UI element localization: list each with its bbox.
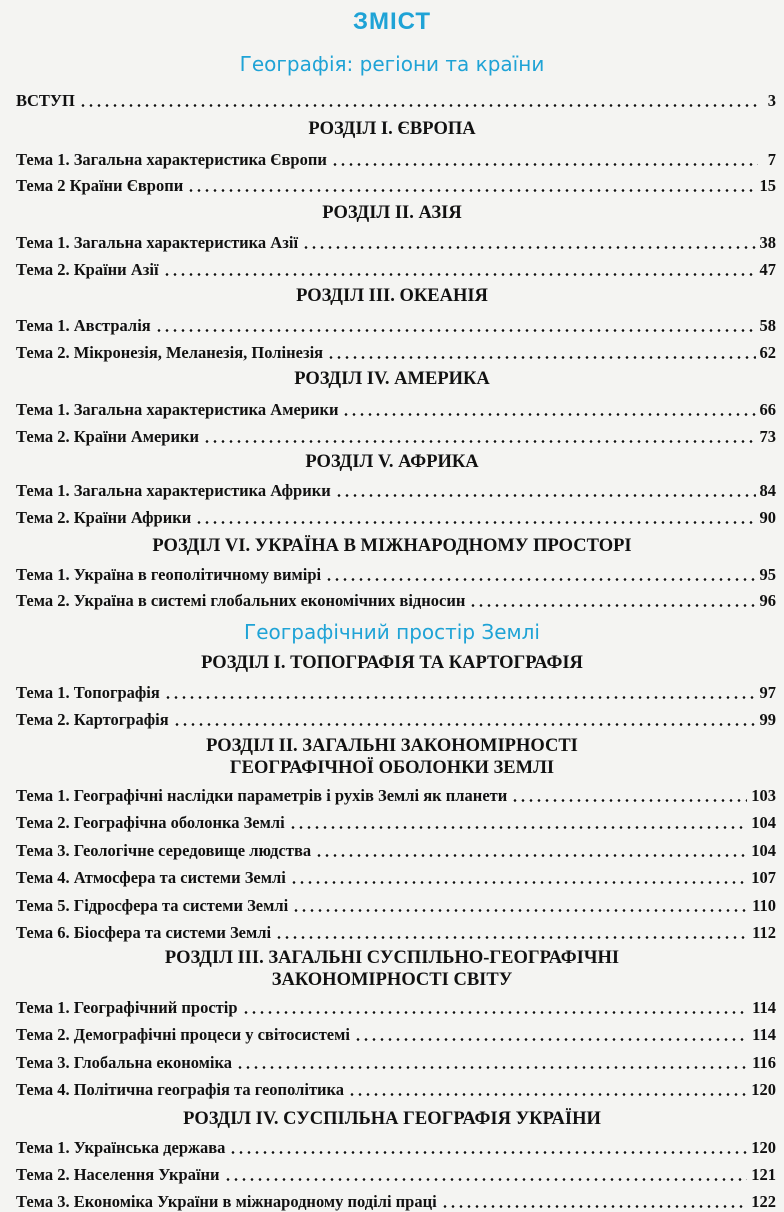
toc-entry[interactable] bbox=[16, 504, 776, 528]
entry-label: Тема 2. Мікронезія, Меланезія, Полінезія bbox=[16, 343, 324, 362]
section-heading bbox=[0, 947, 784, 991]
entry-label: Тема 4. Політична географія та геополітика bbox=[16, 1080, 345, 1099]
section-heading bbox=[0, 735, 784, 779]
toc-entry[interactable] bbox=[16, 256, 776, 280]
entry-page-number: 104 bbox=[751, 813, 776, 832]
entry-page-number: 95 bbox=[759, 565, 776, 584]
section-heading-line: РОЗДІЛ IV. СУСПІЛЬНА ГЕОГРАФІЯ УКРАЇНИ bbox=[183, 1109, 601, 1129]
dot-leader bbox=[469, 604, 755, 607]
dot-leader bbox=[242, 1011, 749, 1014]
entry-page-number: 3 bbox=[767, 91, 776, 110]
entry-label: Тема 1. Україна в геополітичному вимірі bbox=[16, 565, 322, 584]
entry-page-number: 110 bbox=[752, 896, 776, 915]
section-heading bbox=[0, 535, 784, 557]
entry-label: Тема 2. Населення України bbox=[16, 1165, 220, 1184]
section-heading-line: РОЗДІЛ ІІІ. ОКЕАНІЯ bbox=[296, 286, 488, 306]
toc-entry[interactable] bbox=[16, 396, 776, 420]
toc-entry[interactable] bbox=[16, 146, 776, 170]
entry-page-number: 58 bbox=[759, 316, 776, 335]
dot-leader bbox=[290, 881, 747, 884]
entry-label: Тема 2. Країни Африки bbox=[16, 508, 192, 527]
entry-page-number: 38 bbox=[759, 233, 776, 252]
toc-entry[interactable] bbox=[16, 1076, 776, 1100]
section-heading bbox=[0, 652, 784, 674]
section-heading-line: РОЗДІЛ І. ТОПОГРАФІЯ ТА КАРТОГРАФІЯ bbox=[201, 653, 583, 673]
dot-leader bbox=[164, 696, 756, 699]
dot-leader bbox=[173, 723, 756, 726]
toc-entry[interactable] bbox=[16, 782, 776, 806]
entry-label: Тема 2. Країни Азії bbox=[16, 260, 159, 279]
dot-leader bbox=[275, 936, 748, 939]
entry-label: Тема 2. Україна в системі глобальних економічних відносин bbox=[16, 591, 466, 610]
entry-page-number: 122 bbox=[751, 1192, 776, 1211]
section-heading bbox=[0, 202, 784, 224]
toc-entry[interactable] bbox=[16, 1134, 776, 1158]
dot-leader bbox=[342, 413, 755, 416]
toc-entry[interactable] bbox=[16, 587, 776, 611]
page-title: ЗМІСТ bbox=[352, 8, 432, 35]
section-heading bbox=[0, 368, 784, 390]
toc-entry[interactable] bbox=[16, 312, 776, 336]
entry-page-number: 120 bbox=[751, 1138, 776, 1157]
entry-page-number: 47 bbox=[759, 260, 776, 279]
section-heading-line: РОЗДІЛ ІІ. АЗІЯ bbox=[322, 203, 462, 223]
part-title: Географічний простір Землі bbox=[244, 620, 540, 644]
entry-label: Тема 1. Географічний простір bbox=[16, 998, 238, 1017]
section-heading-line: РОЗДІЛ IV. АМЕРИКА bbox=[294, 369, 490, 389]
toc-entry[interactable] bbox=[16, 172, 776, 196]
entry-label: Тема 5. Гідросфера та системи Землі bbox=[16, 896, 289, 915]
dot-leader bbox=[187, 189, 755, 192]
section-heading-line: ЗАКОНОМІРНОСТІ СВІТУ bbox=[271, 970, 513, 990]
entry-page-number: 116 bbox=[752, 1053, 776, 1072]
entry-label: Тема 6. Біосфера та системи Землі bbox=[16, 923, 272, 942]
toc-entry[interactable] bbox=[16, 1021, 776, 1045]
section-heading bbox=[0, 118, 784, 140]
dot-leader bbox=[327, 356, 755, 359]
toc-entry[interactable] bbox=[16, 892, 776, 916]
entry-label: ВСТУП bbox=[16, 91, 75, 110]
entry-page-number: 90 bbox=[759, 508, 776, 527]
entry-page-number: 96 bbox=[759, 591, 776, 610]
entry-page-number: 103 bbox=[751, 786, 776, 805]
toc-entry[interactable] bbox=[16, 919, 776, 943]
entry-label: Тема 2. Демографічні процеси у світосистемі bbox=[16, 1025, 350, 1044]
entry-page-number: 112 bbox=[752, 923, 776, 942]
dot-leader bbox=[441, 1205, 748, 1208]
toc-entry[interactable] bbox=[16, 809, 776, 833]
entry-page-number: 62 bbox=[759, 343, 776, 362]
section-heading bbox=[0, 451, 784, 473]
entry-label: Тема 2. Картографія bbox=[16, 710, 169, 729]
toc-entry[interactable] bbox=[16, 1188, 776, 1212]
dot-leader bbox=[79, 104, 758, 107]
entry-page-number: 107 bbox=[751, 868, 776, 887]
dot-leader bbox=[195, 521, 755, 524]
dot-leader bbox=[163, 273, 756, 276]
entry-page-number: 99 bbox=[759, 710, 776, 729]
entry-label: Тема 3. Економіка України в міжнародному поділі праці bbox=[16, 1192, 437, 1211]
entry-label: Тема 1. Географічні наслідки параметрів і рухів Землі як планети bbox=[16, 786, 508, 805]
dot-leader bbox=[155, 329, 756, 332]
entry-label: Тема 2 Країни Європи bbox=[16, 176, 184, 195]
entry-label: Тема 1. Загальна характеристика Африки bbox=[16, 481, 331, 500]
entry-label: Тема 1. Топографія bbox=[16, 683, 160, 702]
toc-entry[interactable] bbox=[16, 477, 776, 501]
dot-leader bbox=[302, 246, 755, 249]
dot-leader bbox=[335, 494, 756, 497]
section-heading bbox=[0, 1108, 784, 1130]
part-title: Географія: регіони та країни bbox=[239, 52, 545, 76]
dot-leader bbox=[331, 163, 758, 166]
entry-label: Тема 1. Загальна характеристика Європи bbox=[16, 150, 327, 169]
section-heading-line: ГЕОГРАФІЧНОЇ ОБОЛОНКИ ЗЕМЛІ bbox=[229, 758, 555, 778]
entry-label: Тема 3. Глобальна економіка bbox=[16, 1053, 232, 1072]
dot-leader bbox=[203, 440, 756, 443]
entry-page-number: 120 bbox=[751, 1080, 776, 1099]
entry-label: Тема 1. Австралія bbox=[16, 316, 151, 335]
entry-page-number: 97 bbox=[759, 683, 776, 702]
toc-entry[interactable] bbox=[16, 423, 776, 447]
entry-page-number: 15 bbox=[759, 176, 776, 195]
section-heading-line: РОЗДІЛ ІІІ. ЗАГАЛЬНІ СУСПІЛЬНО-ГЕОГРАФІЧНІ bbox=[164, 948, 620, 968]
entry-page-number: 114 bbox=[752, 998, 776, 1017]
dot-leader bbox=[348, 1093, 747, 1096]
dot-leader bbox=[315, 854, 747, 857]
dot-leader bbox=[325, 578, 755, 581]
toc-entry-intro[interactable] bbox=[16, 87, 776, 111]
toc-entry[interactable] bbox=[16, 864, 776, 888]
section-heading-line: РОЗДІЛ І. ЄВРОПА bbox=[308, 119, 476, 139]
section-heading-line: РОЗДІЛ VІ. УКРАЇНА В МІЖНАРОДНОМУ ПРОСТОРІ bbox=[152, 536, 632, 556]
entry-label: Тема 2. Географічна оболонка Землі bbox=[16, 813, 285, 832]
toc-entry[interactable] bbox=[16, 706, 776, 730]
toc-entry[interactable] bbox=[16, 561, 776, 585]
section-heading bbox=[0, 285, 784, 307]
entry-label: Тема 4. Атмосфера та системи Землі bbox=[16, 868, 286, 887]
entry-label: Тема 1. Загальна характеристика Азії bbox=[16, 233, 299, 252]
entry-page-number: 73 bbox=[759, 427, 776, 446]
dot-leader bbox=[236, 1066, 748, 1069]
entry-page-number: 84 bbox=[759, 481, 776, 500]
dot-leader bbox=[511, 799, 747, 802]
entry-label: Тема 1. Українська держава bbox=[16, 1138, 226, 1157]
toc-entry[interactable] bbox=[16, 229, 776, 253]
toc-entry[interactable] bbox=[16, 679, 776, 703]
entry-page-number: 66 bbox=[759, 400, 776, 419]
dot-leader bbox=[289, 826, 748, 829]
section-heading-line: РОЗДІЛ ІІ. ЗАГАЛЬНІ ЗАКОНОМІРНОСТІ bbox=[206, 736, 578, 756]
toc-entry[interactable] bbox=[16, 1049, 776, 1073]
entry-label: Тема 3. Геологічне середовище людства bbox=[16, 841, 312, 860]
dot-leader bbox=[292, 909, 748, 912]
entry-label: Тема 1. Загальна характеристика Америки bbox=[16, 400, 339, 419]
toc-entry[interactable] bbox=[16, 837, 776, 861]
toc-entry[interactable] bbox=[16, 994, 776, 1018]
section-heading-line: РОЗДІЛ V. АФРИКА bbox=[305, 452, 479, 472]
dot-leader bbox=[224, 1178, 748, 1181]
entry-page-number: 7 bbox=[767, 150, 776, 169]
dot-leader bbox=[229, 1151, 747, 1154]
dot-leader bbox=[354, 1038, 748, 1041]
entry-label: Тема 2. Країни Америки bbox=[16, 427, 199, 446]
toc-entry[interactable] bbox=[16, 1161, 776, 1185]
toc-entry[interactable] bbox=[16, 339, 776, 363]
entry-page-number: 121 bbox=[751, 1165, 776, 1184]
entry-page-number: 114 bbox=[752, 1025, 776, 1044]
entry-page-number: 104 bbox=[751, 841, 776, 860]
